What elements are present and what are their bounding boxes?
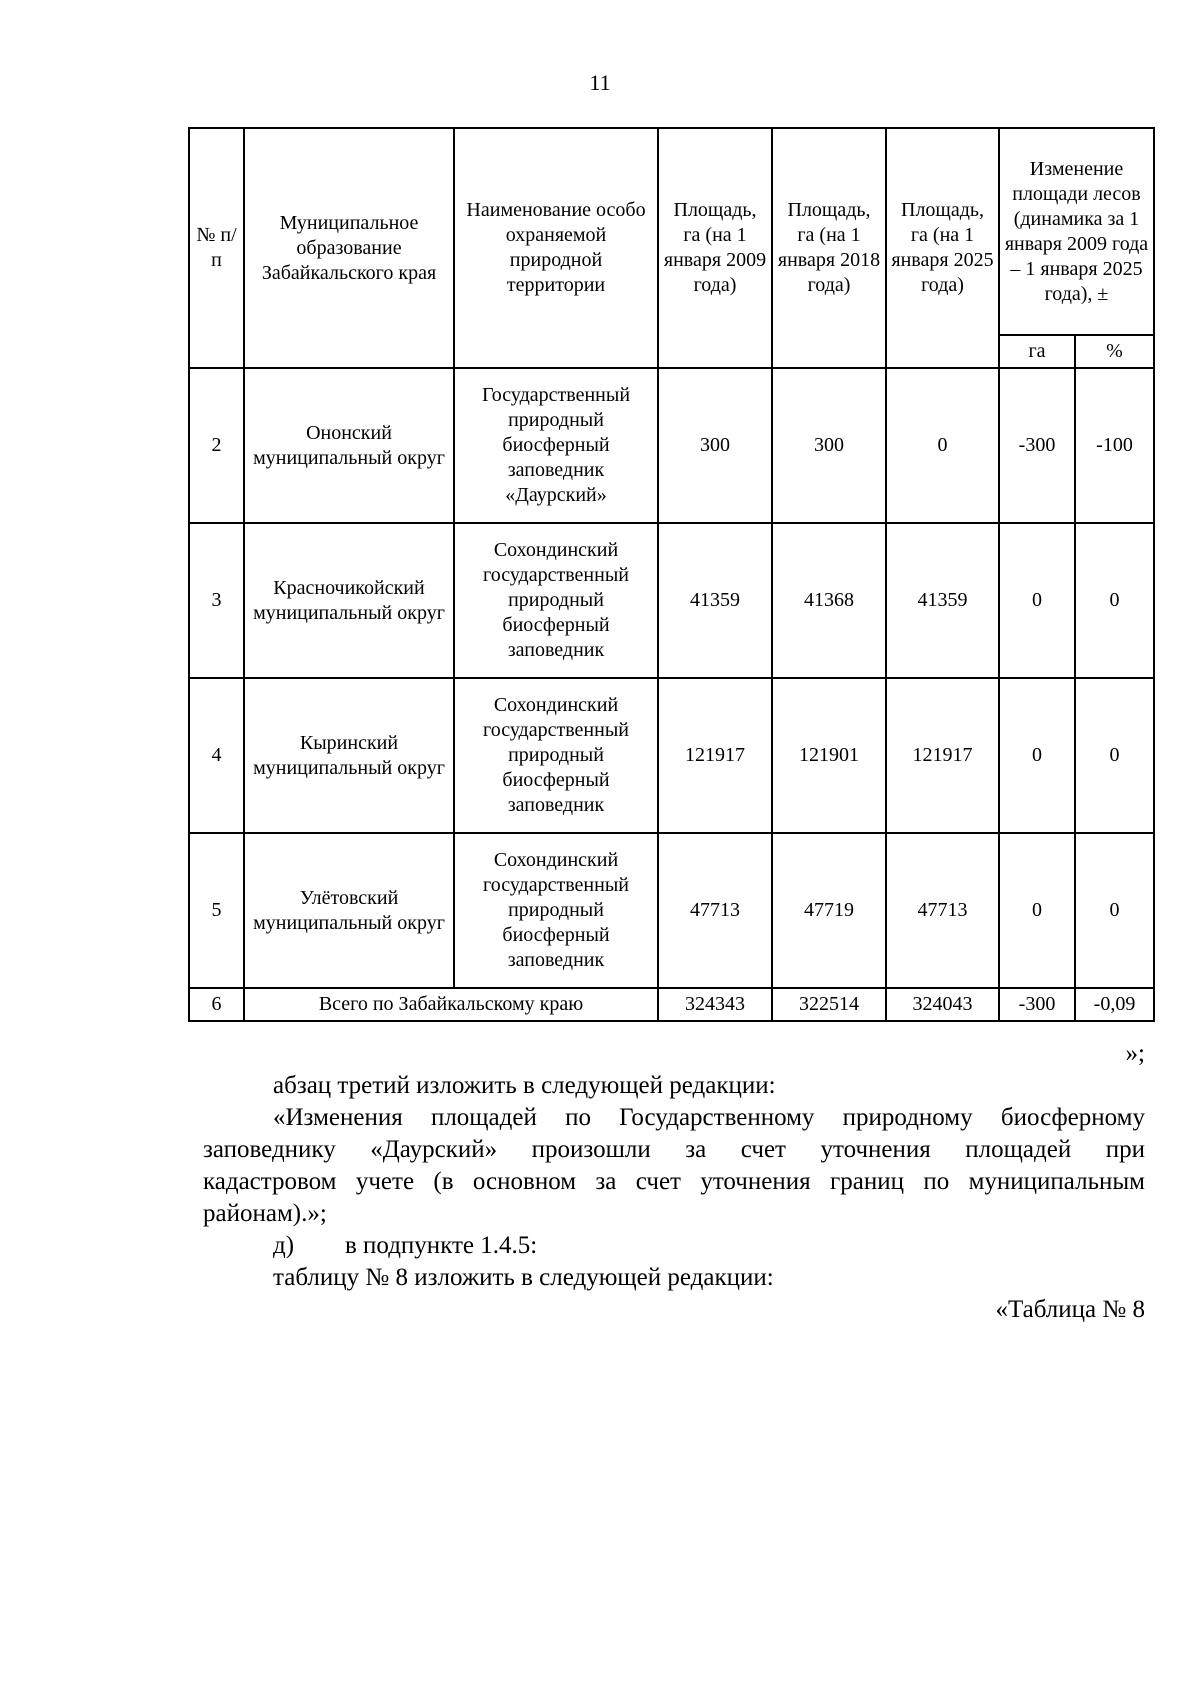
row-change-ha: 0: [999, 523, 1075, 678]
row-num: 2: [189, 368, 244, 523]
row-change-pct: 0: [1075, 678, 1154, 833]
closing-quote: »;: [1125, 1040, 1145, 1067]
row-territory: Государственный природный биосферный заповедник «Даурский»: [454, 368, 658, 523]
header-change-ha: га: [999, 335, 1075, 368]
row-territory: Сохондинский государственный природный биосферный заповедник: [454, 678, 658, 833]
header-area-2018: Площадь, га (на 1 января 2018 года): [772, 128, 886, 368]
header-change: Изменение площади лесов (динамика за 1 января 2009 года – 1 января 2025 года), ±: [999, 128, 1154, 335]
item-d-label: д): [273, 1232, 295, 1259]
header-num: № п/п: [189, 128, 244, 368]
table-row: [189, 368, 1154, 523]
table-row: [189, 678, 1154, 833]
row-municipality: Ононский муниципальный округ: [244, 368, 454, 523]
row-area-2018: 300: [772, 368, 886, 523]
row-municipality: Красночикойский муниципальный округ: [244, 523, 454, 678]
row-area-2009: 300: [658, 368, 772, 523]
total-area-2018: 322514: [772, 988, 886, 1021]
page-number: 11: [589, 70, 611, 95]
header-change-pct: %: [1075, 335, 1154, 368]
row-territory: Сохондинский государственный природный биосферный заповедник: [454, 523, 658, 678]
row-change-ha: 0: [999, 833, 1075, 988]
paragraph-line: кадастровом учете (в основном за счет уточнения границ по муниципальным: [203, 1168, 1145, 1195]
header-area-2009: Площадь, га (на 1 января 2009 года): [658, 128, 772, 368]
total-change-pct: -0,09: [1075, 988, 1154, 1021]
row-num: 4: [189, 678, 244, 833]
table-row: [189, 833, 1154, 988]
row-territory: Сохондинский государственный природный биосферный заповедник: [454, 833, 658, 988]
row-area-2025: 47713: [886, 833, 999, 988]
row-num: 5: [189, 833, 244, 988]
row-area-2018: 121901: [772, 678, 886, 833]
forest-area-table: [188, 127, 1155, 1022]
row-change-ha: 0: [999, 678, 1075, 833]
paragraph-line: «Изменения площадей по Государственному природному биосферному: [273, 1104, 1145, 1131]
row-area-2009: 47713: [658, 833, 772, 988]
row-area-2009: 121917: [658, 678, 772, 833]
total-area-2009: 324343: [658, 988, 772, 1021]
amendment-text: [203, 1038, 1145, 1326]
table-total-row: [189, 988, 1154, 1021]
paragraph-line: заповеднику «Даурский» произошли за счет уточнения площадей при: [203, 1136, 1145, 1163]
item-d: [203, 1230, 1145, 1262]
row-change-pct: -100: [1075, 368, 1154, 523]
row-num: 3: [189, 523, 244, 678]
paragraph-table-instruction: таблицу № 8 изложить в следующей редакции:: [273, 1264, 774, 1291]
row-change-ha: -300: [999, 368, 1075, 523]
table-row: [189, 523, 1154, 678]
paragraph-instruction: абзац третий изложить в следующей редакции:: [273, 1072, 776, 1099]
total-area-2025: 324043: [886, 988, 999, 1021]
header-area-2025: Площадь, га (на 1 января 2025 года): [886, 128, 999, 368]
total-change-ha: -300: [999, 988, 1075, 1021]
table-caption: «Таблица № 8: [995, 1296, 1145, 1323]
row-municipality: Улётовский муниципальный округ: [244, 833, 454, 988]
row-area-2018: 41368: [772, 523, 886, 678]
row-area-2018: 47719: [772, 833, 886, 988]
paragraph-line: районам).»;: [203, 1200, 327, 1227]
total-num: 6: [189, 988, 244, 1021]
row-change-pct: 0: [1075, 523, 1154, 678]
row-area-2009: 41359: [658, 523, 772, 678]
row-area-2025: 0: [886, 368, 999, 523]
item-d-text: в подпункте 1.4.5:: [345, 1232, 538, 1259]
table-header-row: [189, 128, 1154, 335]
row-municipality: Кыринский муниципальный округ: [244, 678, 454, 833]
header-municipality: Муниципальное образование Забайкальского края: [244, 128, 454, 368]
row-area-2025: 41359: [886, 523, 999, 678]
header-territory: Наименование особо охраняемой природной территории: [454, 128, 658, 368]
row-change-pct: 0: [1075, 833, 1154, 988]
row-area-2025: 121917: [886, 678, 999, 833]
total-label: Всего по Забайкальскому краю: [244, 988, 658, 1021]
